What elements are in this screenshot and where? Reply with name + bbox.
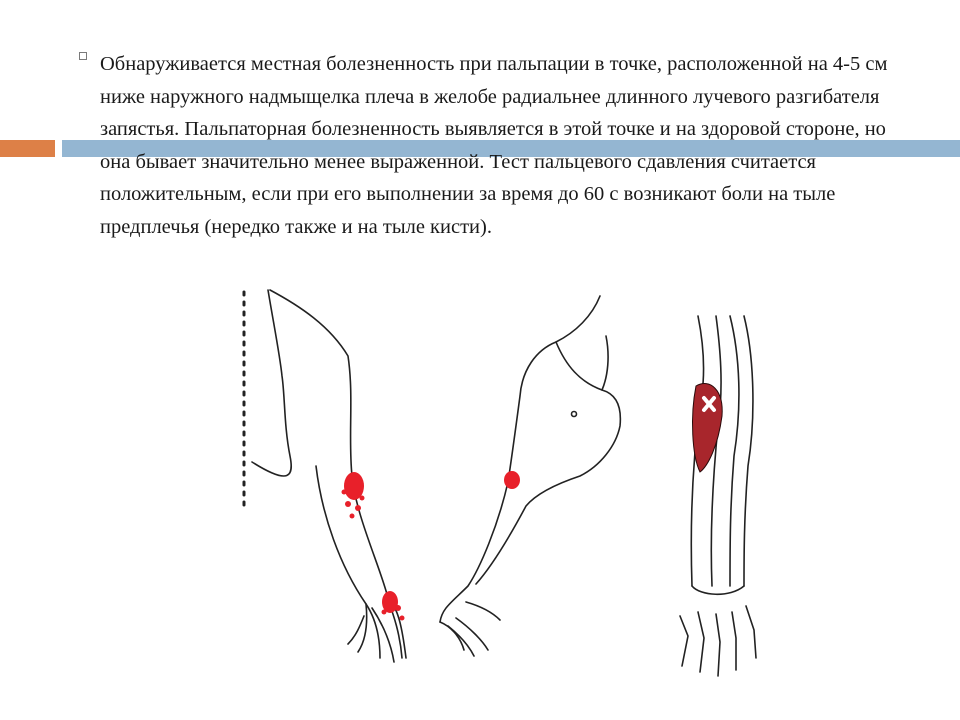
body-paragraph: Обнаруживается местная болезненность при пальпации в точке, расположенной на 4-5 см ниже наружного надмыщелка плеча в желобе радиальнее длинного лучевого разгибателя запястья. Пальпаторная болезненность выявляется в этой точке и на здоровой стороне, но она бывает значительно менее выраженной. Тест пальцевого сдавления считается положительным, если при его выполнении за время до 60 с возникают боли на тыле предплечья (нередко также и на тыле кисти). (100, 53, 888, 238)
pain-area-upper-forearm (342, 472, 365, 519)
muscle-trigger-point (693, 384, 723, 472)
anatomy-illustration (230, 286, 760, 680)
pain-area-front-elbow (504, 471, 520, 489)
arm-front-view (440, 296, 620, 656)
accent-bar-orange (0, 140, 55, 157)
arm-back-view (244, 290, 406, 662)
forearm-skeleton (680, 316, 756, 676)
bullet-square-icon (79, 52, 87, 60)
